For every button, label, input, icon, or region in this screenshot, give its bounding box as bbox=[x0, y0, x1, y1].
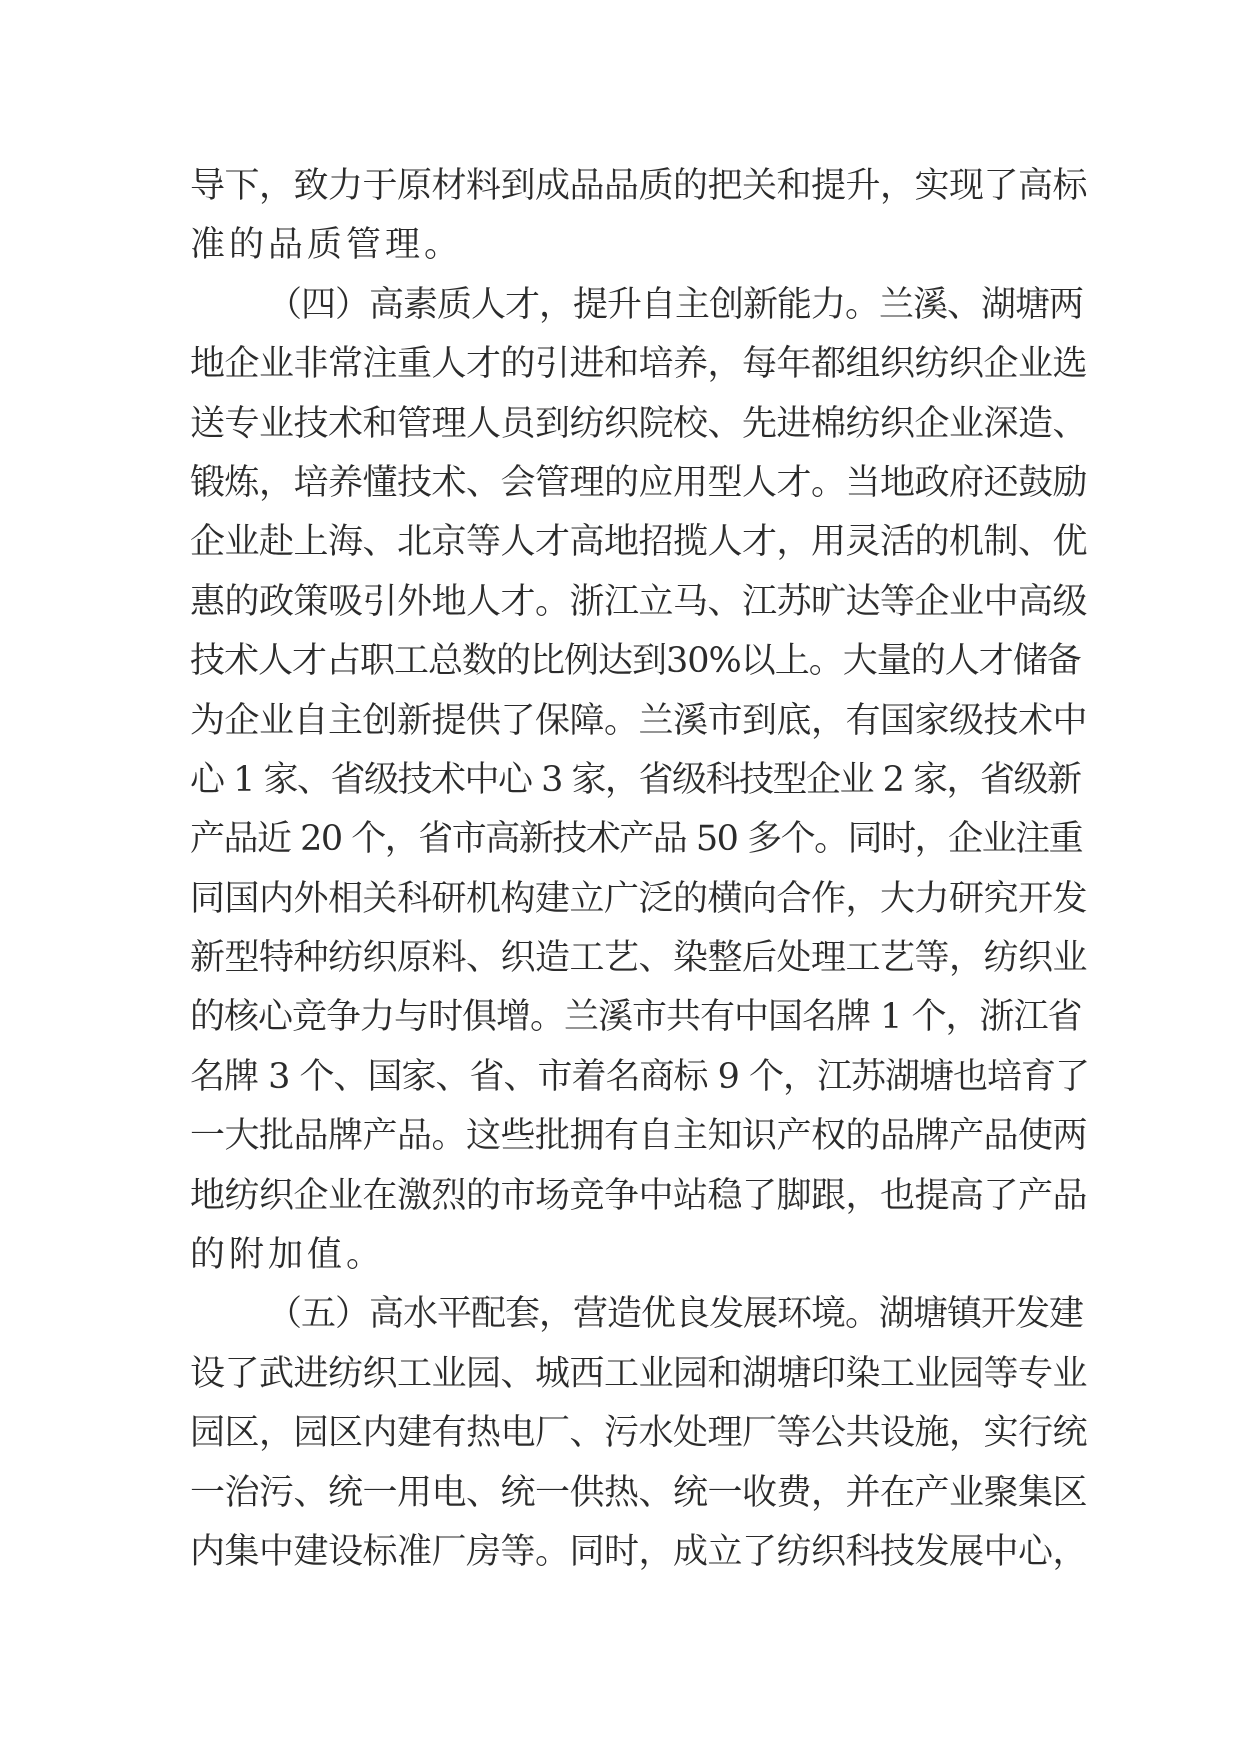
text-line: 同国内外相关科研机构建立广泛的横向合作，大力研究开发 bbox=[190, 878, 1088, 919]
text-line: 一大批品牌产品。这些批拥有自主知识产权的品牌产品使两 bbox=[190, 1116, 1088, 1157]
section-heading-line: （五）高水平配套，营造优良发展环境。湖塘镇开发建 bbox=[267, 1294, 1084, 1335]
text-line: 技术人才占职工总数的比例达到30%以上。大量的人才储备 bbox=[190, 641, 1081, 682]
text-line: 内集中建设标准厂房等。同时，成立了纺织科技发展中心， bbox=[190, 1531, 1088, 1572]
text-line: 送专业技术和管理人员到纺织院校、先进棉纺织企业深造、 bbox=[190, 403, 1088, 444]
text-line: 地企业非常注重人才的引进和培养，每年都组织纺织企业选 bbox=[190, 344, 1088, 385]
text-line: 导下，致力于原材料到成品品质的把关和提升，实现了高标 bbox=[190, 166, 1088, 206]
text-line: 锻炼，培养懂技术、会管理的应用型人才。当地政府还鼓励 bbox=[190, 462, 1088, 503]
text-line: 准的品质管理。 bbox=[190, 225, 464, 266]
text-line: 惠的政策吸引外地人才。浙江立马、江苏旷达等企业中高级 bbox=[190, 581, 1088, 622]
section-heading-line: （四）高素质人才，提升自主创新能力。兰溪、湖塘两 bbox=[267, 284, 1084, 325]
text-line: 产品近 20 个，省市高新技术产品 50 多个。同时，企业注重 bbox=[190, 819, 1083, 860]
text-line: 园区，园区内建有热电厂、污水处理厂等公共设施，实行统 bbox=[190, 1413, 1088, 1454]
text-line: 为企业自主创新提供了保障。兰溪市到底，有国家级技术中 bbox=[190, 700, 1088, 741]
text-line: 设了武进纺织工业园、城西工业园和湖塘印染工业园等专业 bbox=[190, 1353, 1088, 1394]
text-line: 心 1 家、省级技术中心 3 家，省级科技型企业 2 家，省级新 bbox=[190, 759, 1081, 800]
text-line: 地纺织企业在激烈的市场竞争中站稳了脚跟，也提高了产品 bbox=[190, 1175, 1088, 1216]
text-line: 名牌 3 个、国家、省、市着名商标 9 个，江苏湖塘也培育了 bbox=[190, 1056, 1090, 1097]
text-line: 的核心竞争力与时俱增。兰溪市共有中国名牌 1 个，浙江省 bbox=[190, 997, 1082, 1038]
document-body bbox=[190, 157, 1090, 1582]
text-line: 新型特种纺织原料、织造工艺、染整后处理工艺等，纺织业 bbox=[190, 938, 1088, 979]
text-line: 一治污、统一用电、统一供热、统一收费，并在产业聚集区 bbox=[190, 1472, 1088, 1513]
text-line: 的附加值。 bbox=[190, 1235, 386, 1276]
text-line: 企业赴上海、北京等人才高地招揽人才，用灵活的机制、优 bbox=[190, 522, 1088, 563]
